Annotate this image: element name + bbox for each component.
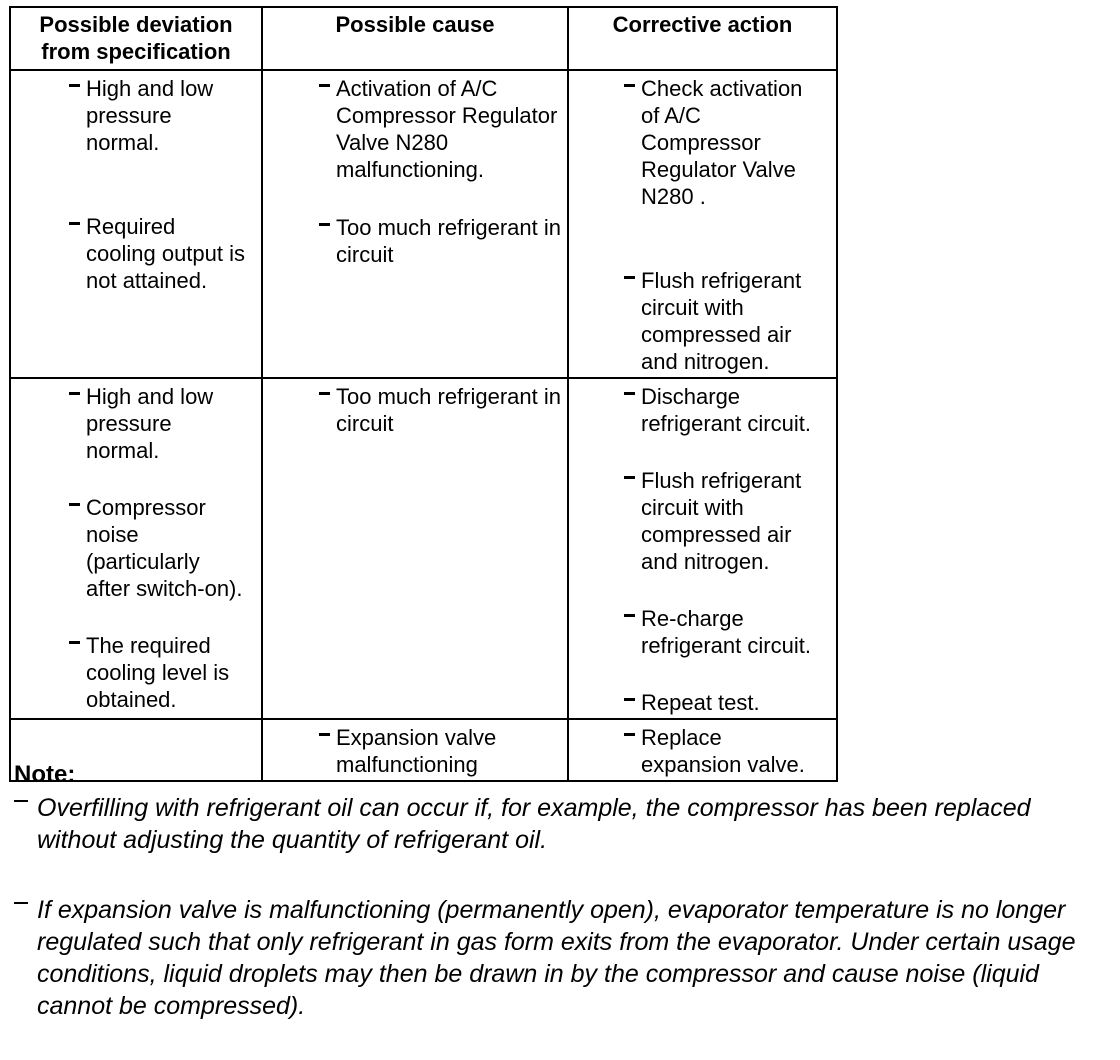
dash-bullet [69,222,80,225]
note-section [14,760,1104,1060]
list-item: Too much refrigerant in circuit [319,214,565,268]
list-item: Too much refrigerant in circuit [319,383,565,437]
header-action-label: Corrective action [612,12,793,37]
dash-bullet [624,698,635,701]
cause-cell [262,378,568,719]
action-cell [568,70,837,378]
list-item: High and low pressure normal. [69,383,247,464]
list-item: Re-charge refrigerant circuit. [624,605,816,659]
note-item: If expansion valve is malfunctioning (permanently open), evaporator temperature is no longer regulated such that only refrigerant in gas form exits from the evaporator. Under certain usage conditions, liquid droplets may then be drawn in by the compressor and cause noise (liquid cannot be compressed). [14,894,1104,1022]
header-deviation-label: Possible deviation from specification [39,12,233,64]
header-cause [262,7,568,70]
dash-bullet [624,276,635,279]
list-item: Compressor noise (particularly after switch-on). [69,494,247,602]
list-item: Repeat test. [624,689,816,716]
list-item: Flush refrigerant circuit with compressed air and nitrogen. [624,467,816,575]
dash-bullet [624,476,635,479]
dash-bullet [69,503,80,506]
dash-bullet [14,902,28,904]
list-item: Flush refrigerant circuit with compressed air and nitrogen. [624,267,816,375]
header-deviation [10,7,262,70]
action-cell [568,378,837,719]
table-row [10,70,837,378]
dash-bullet [69,84,80,87]
deviation-cell [10,378,262,719]
dash-bullet [319,733,330,736]
dash-bullet [14,800,28,802]
deviation-cell [10,70,262,378]
dash-bullet [624,392,635,395]
list-item: Expansion valve malfunctioning [319,724,519,778]
dash-bullet [624,84,635,87]
list-item: Required cooling output is not attained. [69,213,247,294]
dash-bullet [319,84,330,87]
dash-bullet [69,392,80,395]
list-item: High and low pressure normal. [69,75,247,156]
header-action [568,7,837,70]
dash-bullet [319,223,330,226]
note-title: Note: [14,761,76,788]
dash-bullet [69,641,80,644]
table-header-row [10,7,837,70]
header-cause-label: Possible cause [335,12,495,37]
list-item: Check activation of A/C Compressor Regulator Valve N280 . [624,75,816,210]
list-item: Discharge refrigerant circuit. [624,383,816,437]
dash-bullet [319,392,330,395]
list-item: Activation of A/C Compressor Regulator Valve N280 malfunctioning. [319,75,565,183]
troubleshooting-table [9,6,838,782]
dash-bullet [624,614,635,617]
list-item: Replace expansion valve. [624,724,816,778]
cause-cell [262,70,568,378]
list-item: The required cooling level is obtained. [69,632,247,713]
table-row [10,378,837,719]
note-item: Overfilling with refrigerant oil can occur if, for example, the compressor has been replaced without adjusting the quantity of refrigerant oil. [14,792,1104,856]
dash-bullet [624,733,635,736]
